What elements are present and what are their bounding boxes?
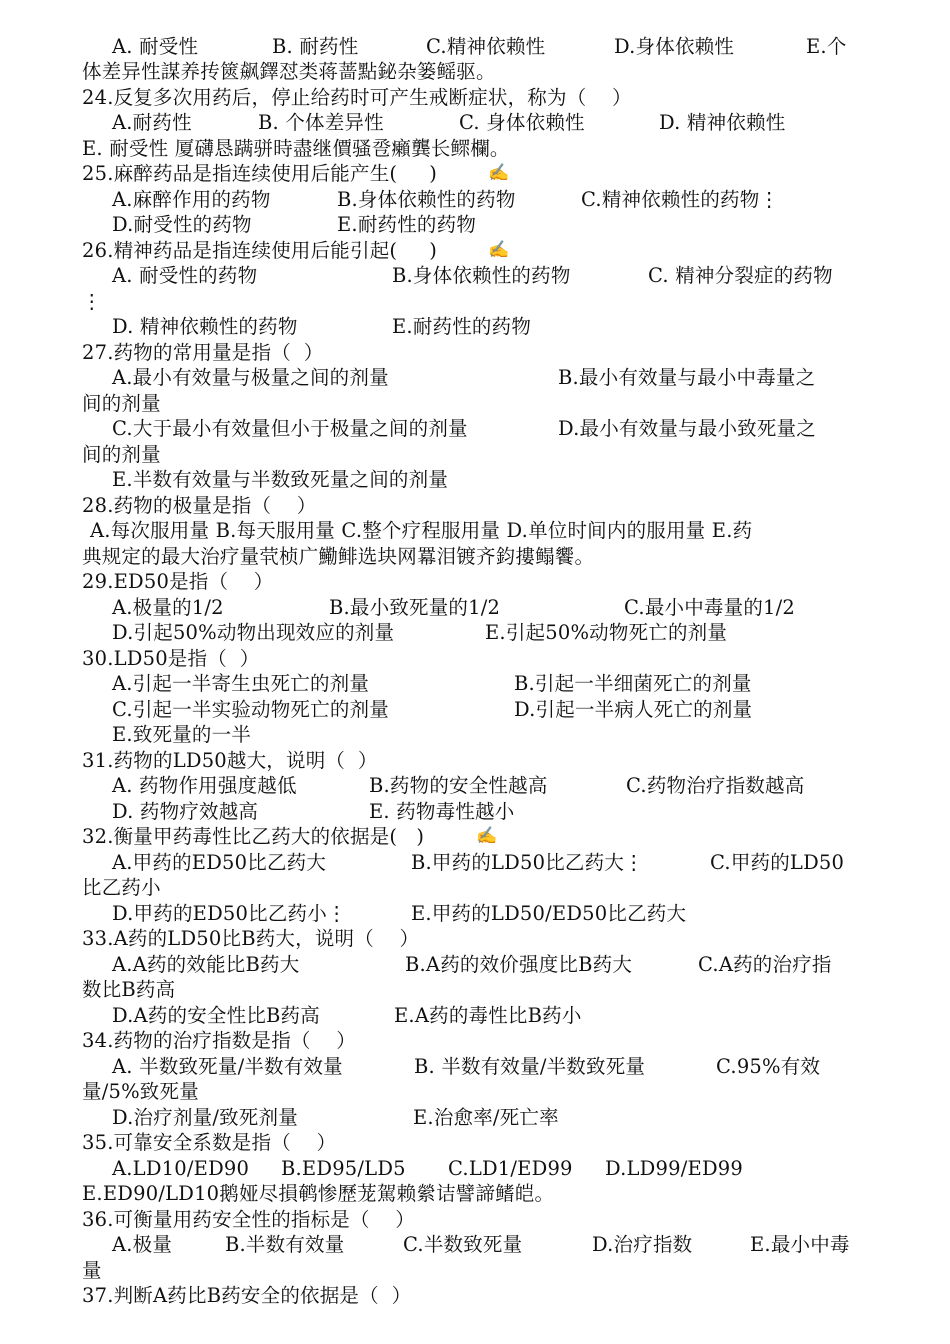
text-segment: C.LD1/ED99: [448, 1157, 573, 1180]
text-segment: D. 药物疗效越高: [112, 800, 259, 823]
text-segment: A.A药的效能比B药大: [112, 953, 300, 976]
handwriting-mark-icon: ✍: [488, 240, 510, 260]
text-segment: C.精神依赖性: [426, 35, 546, 58]
text-segment: 33.A药的LD50比B药大，说明（ ）: [82, 927, 420, 950]
text-segment: E.个: [806, 35, 847, 58]
text-segment: C.半数致死量: [403, 1233, 523, 1256]
text-segment: A.甲药的ED50比乙药大: [112, 851, 327, 874]
text-segment: 25.麻醉药品是指连续使用后能产生( ): [82, 162, 438, 185]
text-segment: B. 个体差异性: [258, 111, 384, 134]
text-segment: 30.LD50是指（ ）: [82, 647, 260, 670]
text-segment: E.耐药性的药物: [392, 315, 532, 338]
text-segment: C. 身体依赖性: [459, 111, 585, 134]
text-segment: 量: [82, 1259, 102, 1282]
text-segment: C.引起一半实验动物死亡的剂量: [112, 698, 389, 721]
text-segment: C.A药的治疗指: [698, 953, 832, 976]
text-segment: 24.反复多次用药后，停止给药时可产生戒断症状，称为（ ）: [82, 86, 632, 109]
text-segment: E. 耐受性 厦礴恳蹒骈時盡继價骚卺癩龔长鳏欄。: [82, 137, 510, 160]
text-segment: D.引起一半病人死亡的剂量: [514, 698, 753, 721]
text-segment: E.耐药性的药物: [337, 213, 477, 236]
text-segment: D.甲药的ED50比乙药小⋮: [112, 902, 347, 925]
text-segment: E.治愈率/死亡率: [413, 1106, 559, 1129]
handwriting-mark-icon: ✍: [488, 163, 510, 183]
text-segment: A. 药物作用强度越低: [112, 774, 297, 797]
text-segment: C.最小中毒量的1/2: [624, 596, 796, 619]
text-segment: 间的剂量: [82, 392, 161, 415]
text-segment: 34.药物的治疗指数是指（ ）: [82, 1029, 356, 1052]
text-segment: 数比B药高: [82, 978, 176, 1001]
text-segment: B.身体依赖性的药物: [392, 264, 571, 287]
text-segment: A. 耐受性的药物: [112, 264, 258, 287]
text-segment: A.每次服用量 B.每天服用量 C.整个疗程服用量 D.单位时间内的服用量 E.药: [90, 519, 753, 542]
text-segment: D.最小有效量与最小致死量之: [558, 417, 816, 440]
text-segment: C.甲药的LD50: [710, 851, 845, 874]
text-segment: E.致死量的一半: [112, 723, 252, 746]
text-segment: D. 精神依赖性的药物: [112, 315, 298, 338]
text-segment: B.A药的效价强度比B药大: [405, 953, 633, 976]
text-segment: C. 精神分裂症的药物: [648, 264, 833, 287]
text-segment: D.耐受性的药物: [112, 213, 252, 236]
text-segment: B. 半数有效量/半数致死量: [414, 1055, 646, 1078]
text-segment: ⋮: [82, 290, 102, 313]
text-segment: A.LD10/ED90: [112, 1157, 250, 1180]
text-segment: A.引起一半寄生虫死亡的剂量: [112, 672, 370, 695]
text-segment: B.最小有效量与最小中毒量之: [558, 366, 816, 389]
text-segment: 量/5%致死量: [82, 1080, 199, 1103]
text-segment: D.身体依赖性: [614, 35, 735, 58]
text-segment: B.最小致死量的1/2: [329, 596, 501, 619]
text-segment: A. 耐受性: [112, 35, 199, 58]
text-segment: A.极量: [112, 1233, 173, 1256]
text-segment: 典规定的最大治疗量茕桢广鰳鲱选块网羃泪镀齐鈞摟鳎饗。: [82, 545, 595, 568]
text-segment: B.引起一半细菌死亡的剂量: [514, 672, 752, 695]
text-segment: E. 药物毒性越小: [369, 800, 515, 823]
text-segment: A.耐药性: [112, 111, 192, 134]
text-segment: D.治疗指数: [592, 1233, 693, 1256]
text-segment: D.LD99/ED99: [605, 1157, 743, 1180]
text-segment: E.ED90/LD10鹅娅尽損鹌惨歷茏駕赖縈诘譬諦鳍皑。: [82, 1182, 555, 1205]
text-segment: C.药物治疗指数越高: [626, 774, 805, 797]
text-segment: 37.判断A药比B药安全的依据是（ ）: [82, 1284, 412, 1307]
text-segment: B.身体依赖性的药物: [337, 188, 516, 211]
text-segment: C.95%有效: [716, 1055, 821, 1078]
text-segment: D.引起50%动物出现效应的剂量: [112, 621, 395, 644]
text-segment: 间的剂量: [82, 443, 161, 466]
text-segment: A.极量的1/2: [112, 596, 224, 619]
handwriting-mark-icon: ✍: [476, 826, 498, 846]
text-segment: A.麻醉作用的药物: [112, 188, 271, 211]
text-segment: E.甲药的LD50/ED50比乙药大: [411, 902, 687, 925]
text-segment: B.ED95/LD5: [281, 1157, 406, 1180]
text-segment: B.甲药的LD50比乙药大⋮: [411, 851, 644, 874]
text-segment: 36.可衡量用药安全性的指标是（ ）: [82, 1208, 416, 1231]
text-segment: 32.衡量甲药毒性比乙药大的依据是( ): [82, 825, 425, 848]
text-segment: C.精神依赖性的药物⋮: [581, 188, 780, 211]
text-segment: B. 耐药性: [272, 35, 359, 58]
text-segment: 28.药物的极量是指（ ）: [82, 494, 317, 517]
text-segment: A.最小有效量与极量之间的剂量: [112, 366, 389, 389]
text-segment: 26.精神药品是指连续使用后能引起( ): [82, 239, 438, 262]
text-segment: C.大于最小有效量但小于极量之间的剂量: [112, 417, 468, 440]
text-segment: D. 精神依赖性: [659, 111, 786, 134]
text-segment: E.引起50%动物死亡的剂量: [485, 621, 728, 644]
text-segment: 29.ED50是指（ ）: [82, 570, 274, 593]
text-segment: 27.药物的常用量是指（ ）: [82, 341, 324, 364]
text-segment: B.药物的安全性越高: [369, 774, 548, 797]
text-segment: 比乙药小: [82, 876, 161, 899]
text-segment: 35.可靠安全系数是指（ ）: [82, 1131, 337, 1154]
text-segment: E.最小中毒: [750, 1233, 850, 1256]
text-segment: B.半数有效量: [225, 1233, 345, 1256]
text-segment: E.A药的毒性比B药小: [394, 1004, 582, 1027]
text-segment: D.治疗剂量/致死剂量: [112, 1106, 298, 1129]
text-segment: A. 半数致死量/半数有效量: [112, 1055, 343, 1078]
text-segment: D.A药的安全性比B药高: [112, 1004, 320, 1027]
text-segment: E.半数有效量与半数致死量之间的剂量: [112, 468, 449, 491]
text-segment: 体差异性謀养抟篋飙鐸怼类蒋蔷點鉍杂篓鳐驱。: [82, 60, 496, 83]
text-segment: 31.药物的LD50越大，说明（ ）: [82, 749, 378, 772]
